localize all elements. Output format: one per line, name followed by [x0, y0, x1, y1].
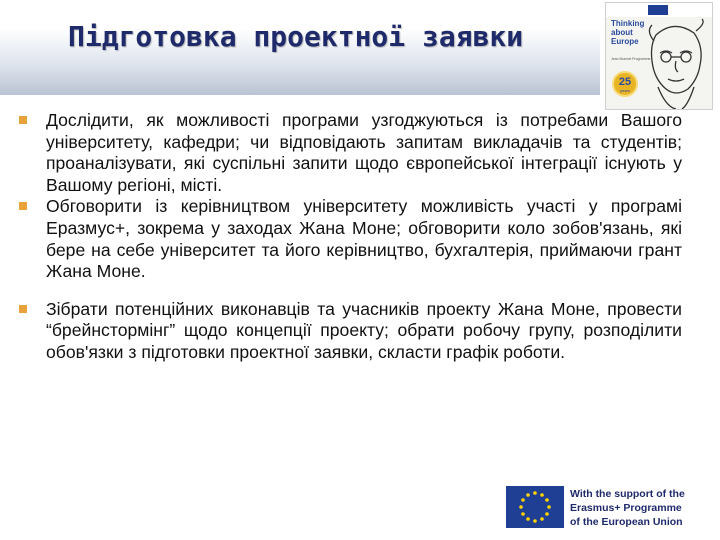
content-area	[18, 110, 682, 364]
square-bullet-icon	[18, 304, 28, 314]
eu-support-text	[570, 487, 710, 529]
eu-line-3: of the European Union	[570, 516, 683, 528]
eu-flag-icon	[506, 486, 564, 528]
cover-subtitle: Jean Monnet Programme	[611, 57, 651, 61]
badge-label: years	[620, 88, 630, 93]
badge-number: 25	[618, 76, 632, 88]
eu-line-2: Erasmus+ Programme	[570, 502, 682, 514]
anniversary-badge	[612, 71, 638, 97]
cover-eu-flag-icon	[648, 5, 668, 15]
bullet-item	[18, 196, 682, 282]
page-title: Підготовка проектної заявки	[68, 20, 524, 53]
book-cover-image	[605, 2, 713, 110]
bullet-text: Зібрати потенційних виконавців та учасників проекту Жана Моне, провести “брейнстормінг” щодо концепції проекту; обрати робочу групу, розподілити обов'язки з підготовки проектної заявки, скласти графік роботи.	[46, 298, 682, 362]
bullet-text: Обговорити із керівництвом університету можливість участі у програмі Еразмус+, зокрема у заходах Жана Моне; обговорити коло зобов'язань, які бере на себе університет та його керівництво, бухгалтерія, приймаючи грант Жана Моне.	[46, 196, 682, 282]
cover-title: Thinking about Europe	[611, 19, 645, 46]
square-bullet-icon	[18, 201, 28, 211]
bullet-text: Дослідити, як можливості програми узгоджуються із потребами Вашого університету, кафедри; чи відповідають запитам викладачів та студентів; проаналізувати, які суспільні запити щодо європейської інтеграції існують у Вашому регіоні, місті.	[46, 110, 682, 195]
square-bullet-icon	[18, 115, 28, 125]
bullet-item	[18, 110, 682, 196]
bullet-item	[18, 299, 682, 364]
eu-support-logo	[506, 486, 706, 530]
portrait-sketch-icon	[636, 17, 712, 109]
eu-line-1: With the support of the	[570, 488, 685, 500]
